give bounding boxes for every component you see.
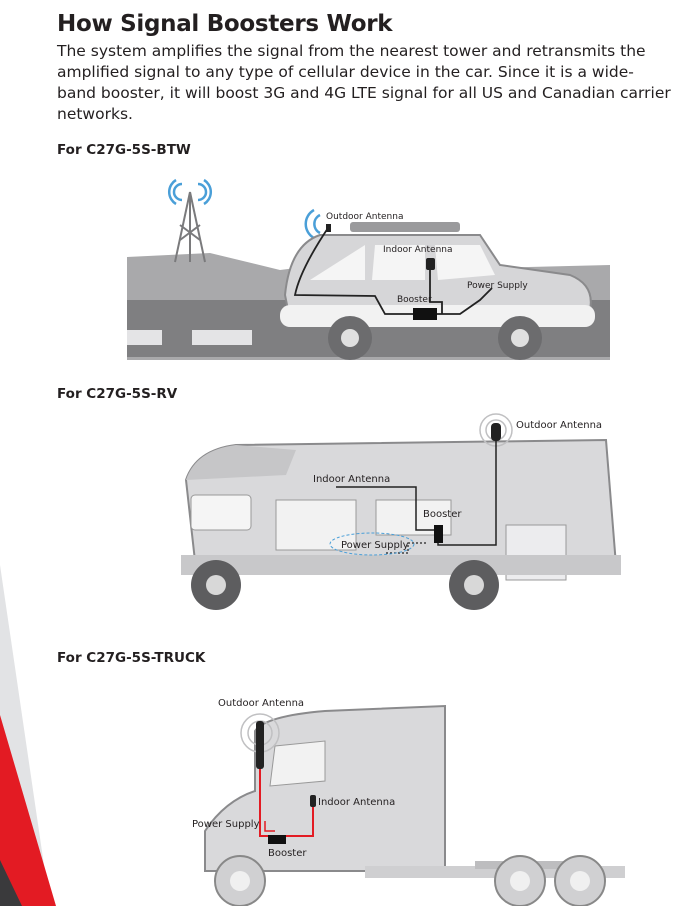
label-outdoor-antenna: Outdoor Antenna xyxy=(326,212,404,222)
label-indoor-antenna: Indoor Antenna xyxy=(313,474,391,485)
rv-diagram xyxy=(176,405,636,615)
intro-paragraph: The system amplifies the signal from the nearest tower and retransmits the amplified signal to any type of cellular device in the car. Since it is a wide-band booster, it will boost 3G and 4G LTE signal for all US and Canadian carrier networks. xyxy=(57,42,671,123)
cell-tower-icon xyxy=(175,192,205,262)
truck-diagram xyxy=(185,691,625,906)
label-power-supply: Power Supply xyxy=(341,540,409,551)
label-indoor-antenna: Indoor Antenna xyxy=(383,245,453,255)
suv-diagram xyxy=(120,170,620,370)
decorative-corner-stripes xyxy=(0,0,80,906)
label-indoor-antenna: Indoor Antenna xyxy=(318,797,396,808)
booster-device-icon xyxy=(434,525,443,543)
page-title: How Signal Boosters Work xyxy=(57,11,393,37)
indoor-antenna-icon xyxy=(426,258,435,270)
outdoor-antenna-icon xyxy=(491,423,501,441)
section-heading-rv: For C27G-5S-RV xyxy=(57,386,178,402)
section-heading-btw: For C27G-5S-BTW xyxy=(57,142,191,158)
booster-device-icon xyxy=(268,835,286,844)
section-heading-truck: For C27G-5S-TRUCK xyxy=(57,650,206,666)
booster-device-icon xyxy=(413,308,437,320)
label-power-supply: Power Supply xyxy=(467,281,528,291)
label-booster: Booster xyxy=(423,509,462,520)
label-booster: Booster xyxy=(268,848,307,859)
indoor-antenna-icon xyxy=(310,795,316,807)
label-outdoor-antenna: Outdoor Antenna xyxy=(218,698,305,709)
outdoor-antenna-icon xyxy=(256,721,264,769)
label-booster: Booster xyxy=(397,295,432,305)
label-outdoor-antenna: Outdoor Antenna xyxy=(516,420,603,431)
label-power-supply: Power Supply xyxy=(192,819,260,830)
